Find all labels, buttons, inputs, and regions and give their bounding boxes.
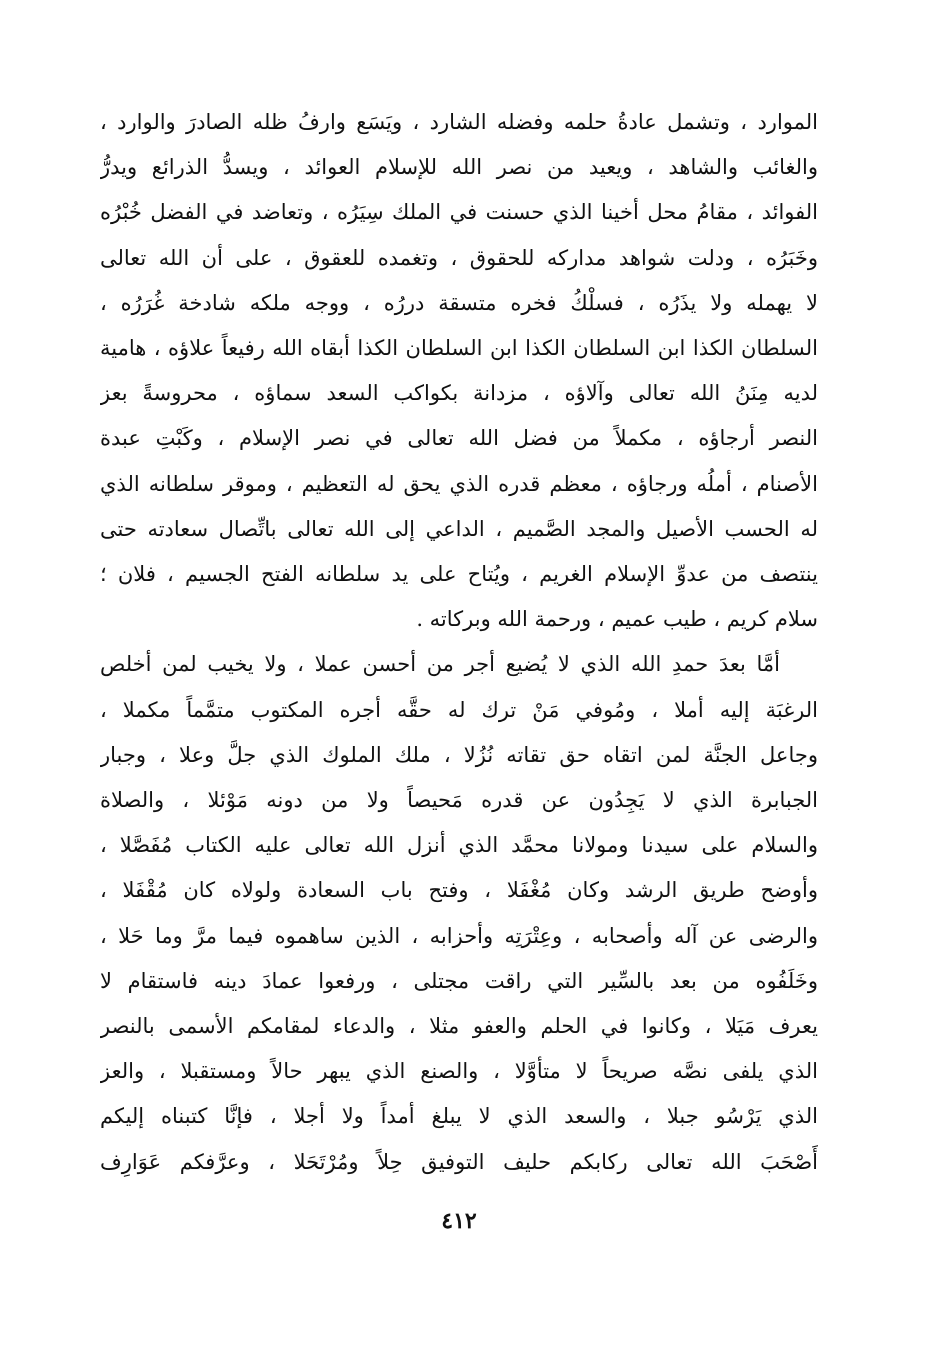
text-line: السلطان الكذا ابن السلطان الكذا ابن السلطان الكذا أبقاه الله رفيعاً علاؤه ، هامية	[100, 336, 818, 361]
text-line: النصر أرجاؤه ، مكملاً من فضل الله تعالى في نصر الإسلام ، وكَبْتِ عبدة	[100, 426, 818, 451]
body-text	[100, 100, 818, 1185]
text-line: الفوائد ، مقامُ محل أخينا الذي حسنت في الملك سِيَرُه ، وتعاضد في الفضل خُبْرُه	[100, 200, 818, 225]
text-line: الذي يلفى نصَّه صريحاً لا متأوَّلا ، والصنع الذي يبهر حالاً ومستقبلا ، والعز	[100, 1059, 818, 1084]
paragraph-amma-bad	[100, 642, 818, 1184]
text-line: وخَلَفُوه من بعد بالسِّير التي راقت مجتلى ، ورفعوا عمادَ دينه فاستقام لا	[100, 968, 818, 993]
text-line: لديه مِنَنُ الله تعالى وآلاؤه ، مزدانة بكواكب السعد سماؤه ، محروسةً بعز	[100, 381, 818, 406]
text-line: وأوضح طريق الرشد وكان مُغْفَلا ، وفتح باب السعادة ولولاه كان مُقْفَلا ،	[100, 878, 818, 903]
text-line: الذي يَرْسُو جبلا ، والسعد الذي لا يبلغ أمداً ولا أجلا ، فإنَّا كتبناه إليكم	[100, 1104, 818, 1129]
text-line: سلام كريم ، طيب عميم ، ورحمة الله وبركاته .	[416, 607, 818, 632]
text-line: أمَّا بعدَ حمدِ الله الذي لا يُضيع أجر من أحسن عملا ، ولا يخيب لمن أخلص	[100, 652, 780, 677]
text-line: وخَبَرُه ، ودلت شواهد مداركه للحقوق ، وتغمده للعقوق ، على أن الله تعالى	[100, 245, 818, 270]
text-line: والسلام على سيدنا ومولانا محمَّد الذي أنزل الله تعالى عليه الكتاب مُفَصَّلا ،	[100, 833, 818, 858]
text-line: وجاعل الجنَّة لمن اتقاه حق تقاته نُزُلا ، ملك الملوك الذي جلَّ وعلا ، وجبار	[100, 742, 818, 767]
text-line: والرضى عن آله وأصحابه ، وعِتْرَتِه وأحزابه ، الذين ساهموه فيما مرَّ وما حَلا ،	[100, 923, 818, 948]
paragraph-salutation	[100, 100, 818, 642]
text-line: يعرف مَيَلا ، وكانوا في الحلم والعفو مثلا ، والدعاء لمقامكم الأسمى بالنصر	[100, 1014, 818, 1039]
text-line: الرغبَة إليه أملا ، ومُوفي مَنْ ترك له حقَّه أجره المكتوب متمَّماً مكملا ،	[100, 697, 818, 722]
text-line: الموارد ، وتشمل عادةُ حلمه وفضله الشارد ، ويَسَع وارفُ ظله الصادرَ والوارد ،	[100, 110, 818, 134]
text-line: أَصْحَبَ الله تعالى ركابكم حليف التوفيق حِلاً ومُرْتَحَلا ، وعرَّفكم عَوَارِف	[100, 1149, 818, 1174]
text-line: الأصنام ، أملُه ورجاؤه ، معظم قدره الذي يحق له التعظيم ، وموقر سلطانه الذي	[100, 471, 818, 496]
text-line: والغائب والشاهد ، ويعيد من نصر الله للإسلام العوائد ، ويسدُّ الذرائع ويدرُّ	[100, 155, 818, 180]
page-number: ٤١٢	[441, 1208, 477, 1234]
text-line: ينتصف من عدوِّ الإسلام الغريم ، ويُتاح على يد سلطانه الفتح الجسيم ، فلان ؛	[100, 562, 818, 587]
text-line: له الحسب الأصيل والمجد الصَّميم ، الداعي إلى الله تعالى باتِّصال سعادته حتى	[100, 516, 818, 541]
text-line: الجبابرة الذي لا يَجِدُون عن قدره مَحيصاً ولا من دونه مَوْئلا ، والصلاة	[100, 788, 818, 813]
text-line: لا يهمله ولا يذَرُه ، فسلْكُ فخره متسقة دررُه ، ووجه ملكه شادخة غُرَرُه ،	[100, 290, 818, 315]
book-page	[100, 100, 818, 1250]
